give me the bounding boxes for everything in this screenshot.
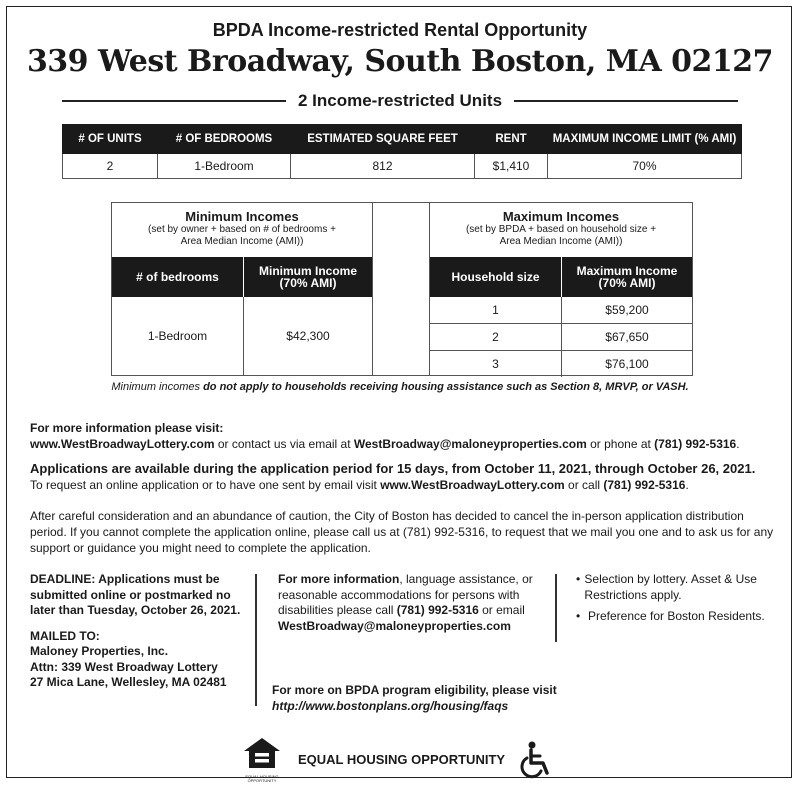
bullet-icon: • xyxy=(576,572,581,586)
applications-info xyxy=(30,461,780,493)
eligibility-line xyxy=(272,683,782,714)
website-link[interactable]: www.WestBroadwayLottery.com xyxy=(380,478,565,492)
bullet-text: Preference for Boston Residents. xyxy=(588,609,765,623)
cell-bedrooms: 1-Bedroom xyxy=(147,329,208,343)
table-row xyxy=(430,297,692,323)
assistance-note xyxy=(0,381,800,393)
cell-household-size: 2 xyxy=(492,330,499,344)
phone-number: (781) 992-5316 xyxy=(654,437,737,451)
max-incomes-header xyxy=(430,257,692,297)
mail-address-line: Maloney Properties, Inc. xyxy=(30,644,169,658)
application-period: Applications are available during the application period for 15 days, from October 11, 2021, through October 26, 2021. xyxy=(30,461,756,476)
email-link[interactable]: WestBroadway@maloneyproperties.com xyxy=(278,618,511,633)
mail-address-line: 27 Mica Lane, Wellesley, MA 02481 xyxy=(30,675,227,689)
info-line xyxy=(30,436,780,452)
cell-max-income: $76,100 xyxy=(561,351,692,377)
list-item xyxy=(576,609,776,625)
col-header xyxy=(561,257,692,297)
table-divider xyxy=(373,202,429,376)
phone-number: (781) 992-5316 xyxy=(396,603,479,617)
cell-sqft: 812 xyxy=(291,154,475,179)
table-row xyxy=(63,154,742,179)
deadline-column xyxy=(30,572,245,691)
cell-rent: $1,410 xyxy=(475,154,548,179)
units-table-header xyxy=(63,125,742,154)
request-line xyxy=(30,477,780,493)
minimum-incomes-table xyxy=(111,202,373,376)
info-text: or contact us via email at xyxy=(214,437,354,451)
deadline-body: Applications must be submitted online or postmarked no later than Tuesday, October 26, 2021. xyxy=(30,572,241,617)
website-link[interactable]: www.WestBroadwayLottery.com xyxy=(30,437,215,451)
col-header: # of bedrooms xyxy=(136,270,219,284)
accommodations-label: For more information xyxy=(278,572,400,586)
cell-max-income: $59,200 xyxy=(561,297,692,323)
accommodations-text: , language assistance, or reasonable accommodations for persons with disabilities please call xyxy=(278,572,533,617)
note-prefix: Minimum incomes xyxy=(111,381,204,393)
column-divider xyxy=(255,574,257,706)
equal-housing-label: EQUAL HOUSING OPPORTUNITY xyxy=(298,752,506,767)
banner-rule-right xyxy=(514,100,738,102)
info-text: . xyxy=(736,437,740,451)
col-header-line2: (70% AMI) xyxy=(598,276,656,290)
equal-housing-logo xyxy=(240,736,284,783)
col-header: RENT xyxy=(475,125,548,154)
col-header: # OF BEDROOMS xyxy=(158,125,291,154)
cell-household-size: 1 xyxy=(492,303,499,317)
info-text: or phone at xyxy=(586,437,655,451)
col-header-line1: Minimum Income xyxy=(258,264,357,278)
covid-notice: After careful consideration and an abundance of caution, the City of Boston has decided to cancel the in-person application distribution period. If you cannot complete the application online, please call us at (781) 992-5316, to request that we mail you one and to ask us for any support or guidance you might need to complete the application. xyxy=(30,509,774,555)
min-incomes-header xyxy=(112,257,372,297)
mailed-to-label: MAILED TO: xyxy=(30,628,100,643)
address-title: 339 West Broadway, South Boston, MA 02127 xyxy=(26,44,774,79)
email-link[interactable]: WestBroadway@maloneyproperties.com xyxy=(353,437,587,451)
request-text: To request an online application or to have one sent by email visit xyxy=(30,478,381,492)
min-incomes-title: Minimum Incomes xyxy=(185,209,299,224)
phone-number: (781) 992-5316 xyxy=(603,478,686,492)
max-incomes-body xyxy=(430,297,692,377)
deadline-text xyxy=(30,572,245,619)
subtitle: BPDA Income-restricted Rental Opportunity xyxy=(212,20,588,40)
contact-info xyxy=(30,420,780,452)
cell-units: 2 xyxy=(63,154,158,179)
logo-caption: EQUAL HOUSING OPPORTUNITY xyxy=(245,774,279,783)
col-header: # OF UNITS xyxy=(63,125,158,154)
equal-housing-icon xyxy=(242,736,282,770)
mail-address-line: Attn: 339 West Broadway Lottery xyxy=(30,659,218,674)
maximum-incomes-table xyxy=(429,202,693,376)
units-banner-text: 2 Income-restricted Units xyxy=(297,91,503,110)
note-bold: do not apply to households receiving housing assistance such as Section 8, MRVP, or VASH. xyxy=(203,381,689,393)
info-heading: For more information please visit: xyxy=(30,421,224,435)
bullets-column xyxy=(576,572,776,625)
cell-min-income: $42,300 xyxy=(243,297,372,375)
request-text: . xyxy=(685,478,689,492)
accommodations-column xyxy=(278,572,538,634)
bullet-icon: • xyxy=(576,609,581,623)
min-incomes-sub1: (set by owner + based on # of bedrooms + xyxy=(148,224,336,235)
col-header-line2: (70% AMI) xyxy=(279,276,337,290)
col-header xyxy=(243,257,372,297)
table-row xyxy=(430,323,692,350)
cell-bedrooms: 1-Bedroom xyxy=(158,154,291,179)
wheelchair-accessibility-icon xyxy=(519,741,553,779)
banner-rule-left xyxy=(62,100,286,102)
footer xyxy=(240,736,553,783)
col-header: Household size xyxy=(451,270,540,284)
col-header: MAXIMUM INCOME LIMIT (% AMI) xyxy=(548,125,742,154)
column-divider xyxy=(555,574,557,642)
min-incomes-heading xyxy=(112,203,372,257)
cell-household-size: 3 xyxy=(492,357,499,371)
cell-income-limit: 70% xyxy=(548,154,742,179)
col-header-line1: Maximum Income xyxy=(576,264,678,278)
accommodations-text: or email xyxy=(478,603,525,617)
col-header: ESTIMATED SQUARE FEET xyxy=(291,125,475,154)
max-incomes-sub2: Area Median Income (AMI)) xyxy=(499,236,623,247)
table-row xyxy=(430,350,692,377)
bullet-text: Selection by lottery. Asset & Use Restrictions apply. xyxy=(584,572,757,602)
list-item xyxy=(576,572,776,603)
max-incomes-sub1: (set by BPDA + based on household size + xyxy=(465,224,657,235)
max-incomes-heading xyxy=(430,203,692,257)
table-row xyxy=(112,297,372,375)
cell-max-income: $67,650 xyxy=(561,324,692,350)
eligibility-url[interactable]: http://www.bostonplans.org/housing/faqs xyxy=(272,698,509,713)
min-incomes-sub2: Area Median Income (AMI)) xyxy=(180,236,304,247)
request-text: or call xyxy=(564,478,604,492)
units-table xyxy=(62,124,742,179)
deadline-label: DEADLINE: xyxy=(30,572,96,586)
max-incomes-title: Maximum Incomes xyxy=(502,209,620,224)
units-banner xyxy=(62,91,738,111)
eligibility-text: For more on BPDA program eligibility, please visit xyxy=(272,683,557,697)
